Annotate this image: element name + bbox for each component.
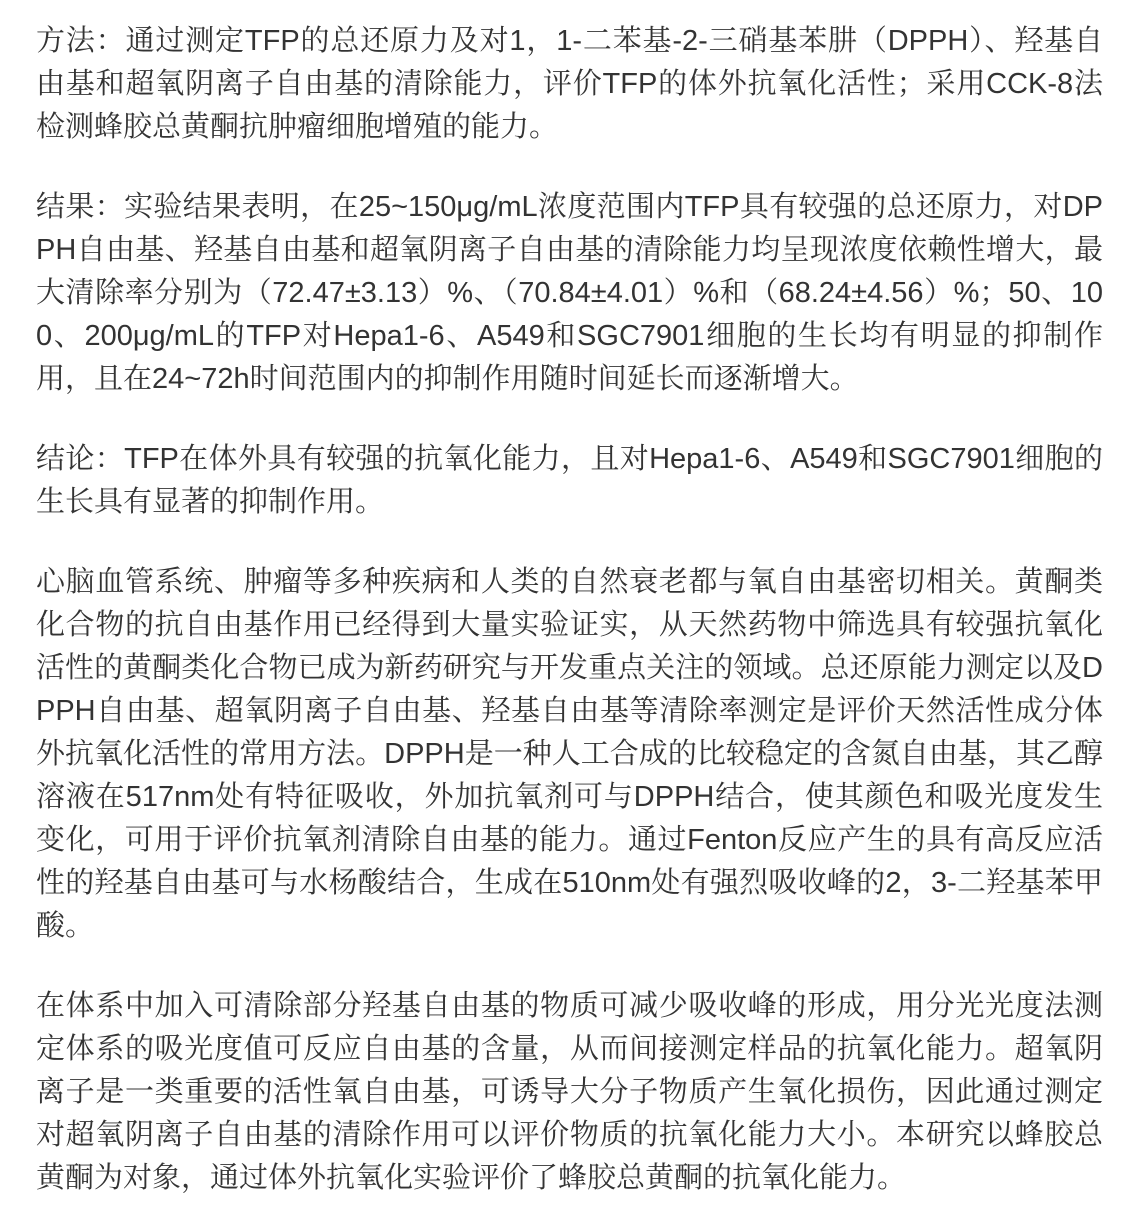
abstract-methods-paragraph: 方法：通过测定TFP的总还原力及对1，1-二苯基-2-三硝基苯肼（DPPH）、羟基自由基和超氧阴离子自由基的清除能力，评价TFP的体外抗氧化活性；采用CCK-8法检测蜂胶总黄酮抗肿瘤细胞增殖的能力。 [36, 25, 1103, 143]
abstract-conclusion-paragraph: 结论：TFP在体外具有较强的抗氧化能力，且对Hepa1-6、A549和SGC7901细胞的生长具有显著的抑制作用。 [36, 443, 1103, 518]
background-paragraph-1: 心脑血管系统、肿瘤等多种疾病和人类的自然衰老都与氧自由基密切相关。黄酮类化合物的抗自由基作用已经得到大量实验证实，从天然药物中筛选具有较强抗氧化活性的黄酮类化合物已成为新药研究与开发重点关注的领域。总还原能力测定以及DPPH自由基、超氧阴离子自由基、羟基自由基等清除率测定是评价天然活性成分体外抗氧化活性的常用方法。DPPH是一种人工合成的比较稳定的含氮自由基，其乙醇溶液在517nm处有特征吸收，外加抗氧剂可与DPPH结合，使其颜色和吸光度发生变化，可用于评价抗氧剂清除自由基的能力。通过Fenton反应产生的具有高反应活性的羟基自由基可与水杨酸结合，生成在510nm处有强烈吸收峰的2，3-二羟基苯甲酸。 [36, 566, 1103, 942]
background-paragraph-2: 在体系中加入可清除部分羟基自由基的物质可减少吸收峰的形成，用分光光度法测定体系的吸光度值可反应自由基的含量，从而间接测定样品的抗氧化能力。超氧阴离子是一类重要的活性氧自由基，可诱导大分子物质产生氧化损伤，因此通过测定对超氧阴离子自由基的清除作用可以评价物质的抗氧化能力大小。本研究以蜂胶总黄酮为对象，通过体外抗氧化实验评价了蜂胶总黄酮的抗氧化能力。 [36, 990, 1103, 1194]
abstract-results-paragraph: 结果：实验结果表明，在25~150μg/mL浓度范围内TFP具有较强的总还原力，对DPPH自由基、羟基自由基和超氧阴离子自由基的清除能力均呈现浓度依赖性增大，最大清除率分别为（72.47±3.13）%、（70.84±4.01）%和（68.24±4.56）%；50、100、200μg/mL的TFP对Hepa1-6、A549和SGC7901细胞的生长均有明显的抑制作用，且在24~72h时间范围内的抑制作用随时间延长而逐渐增大。 [36, 191, 1103, 395]
